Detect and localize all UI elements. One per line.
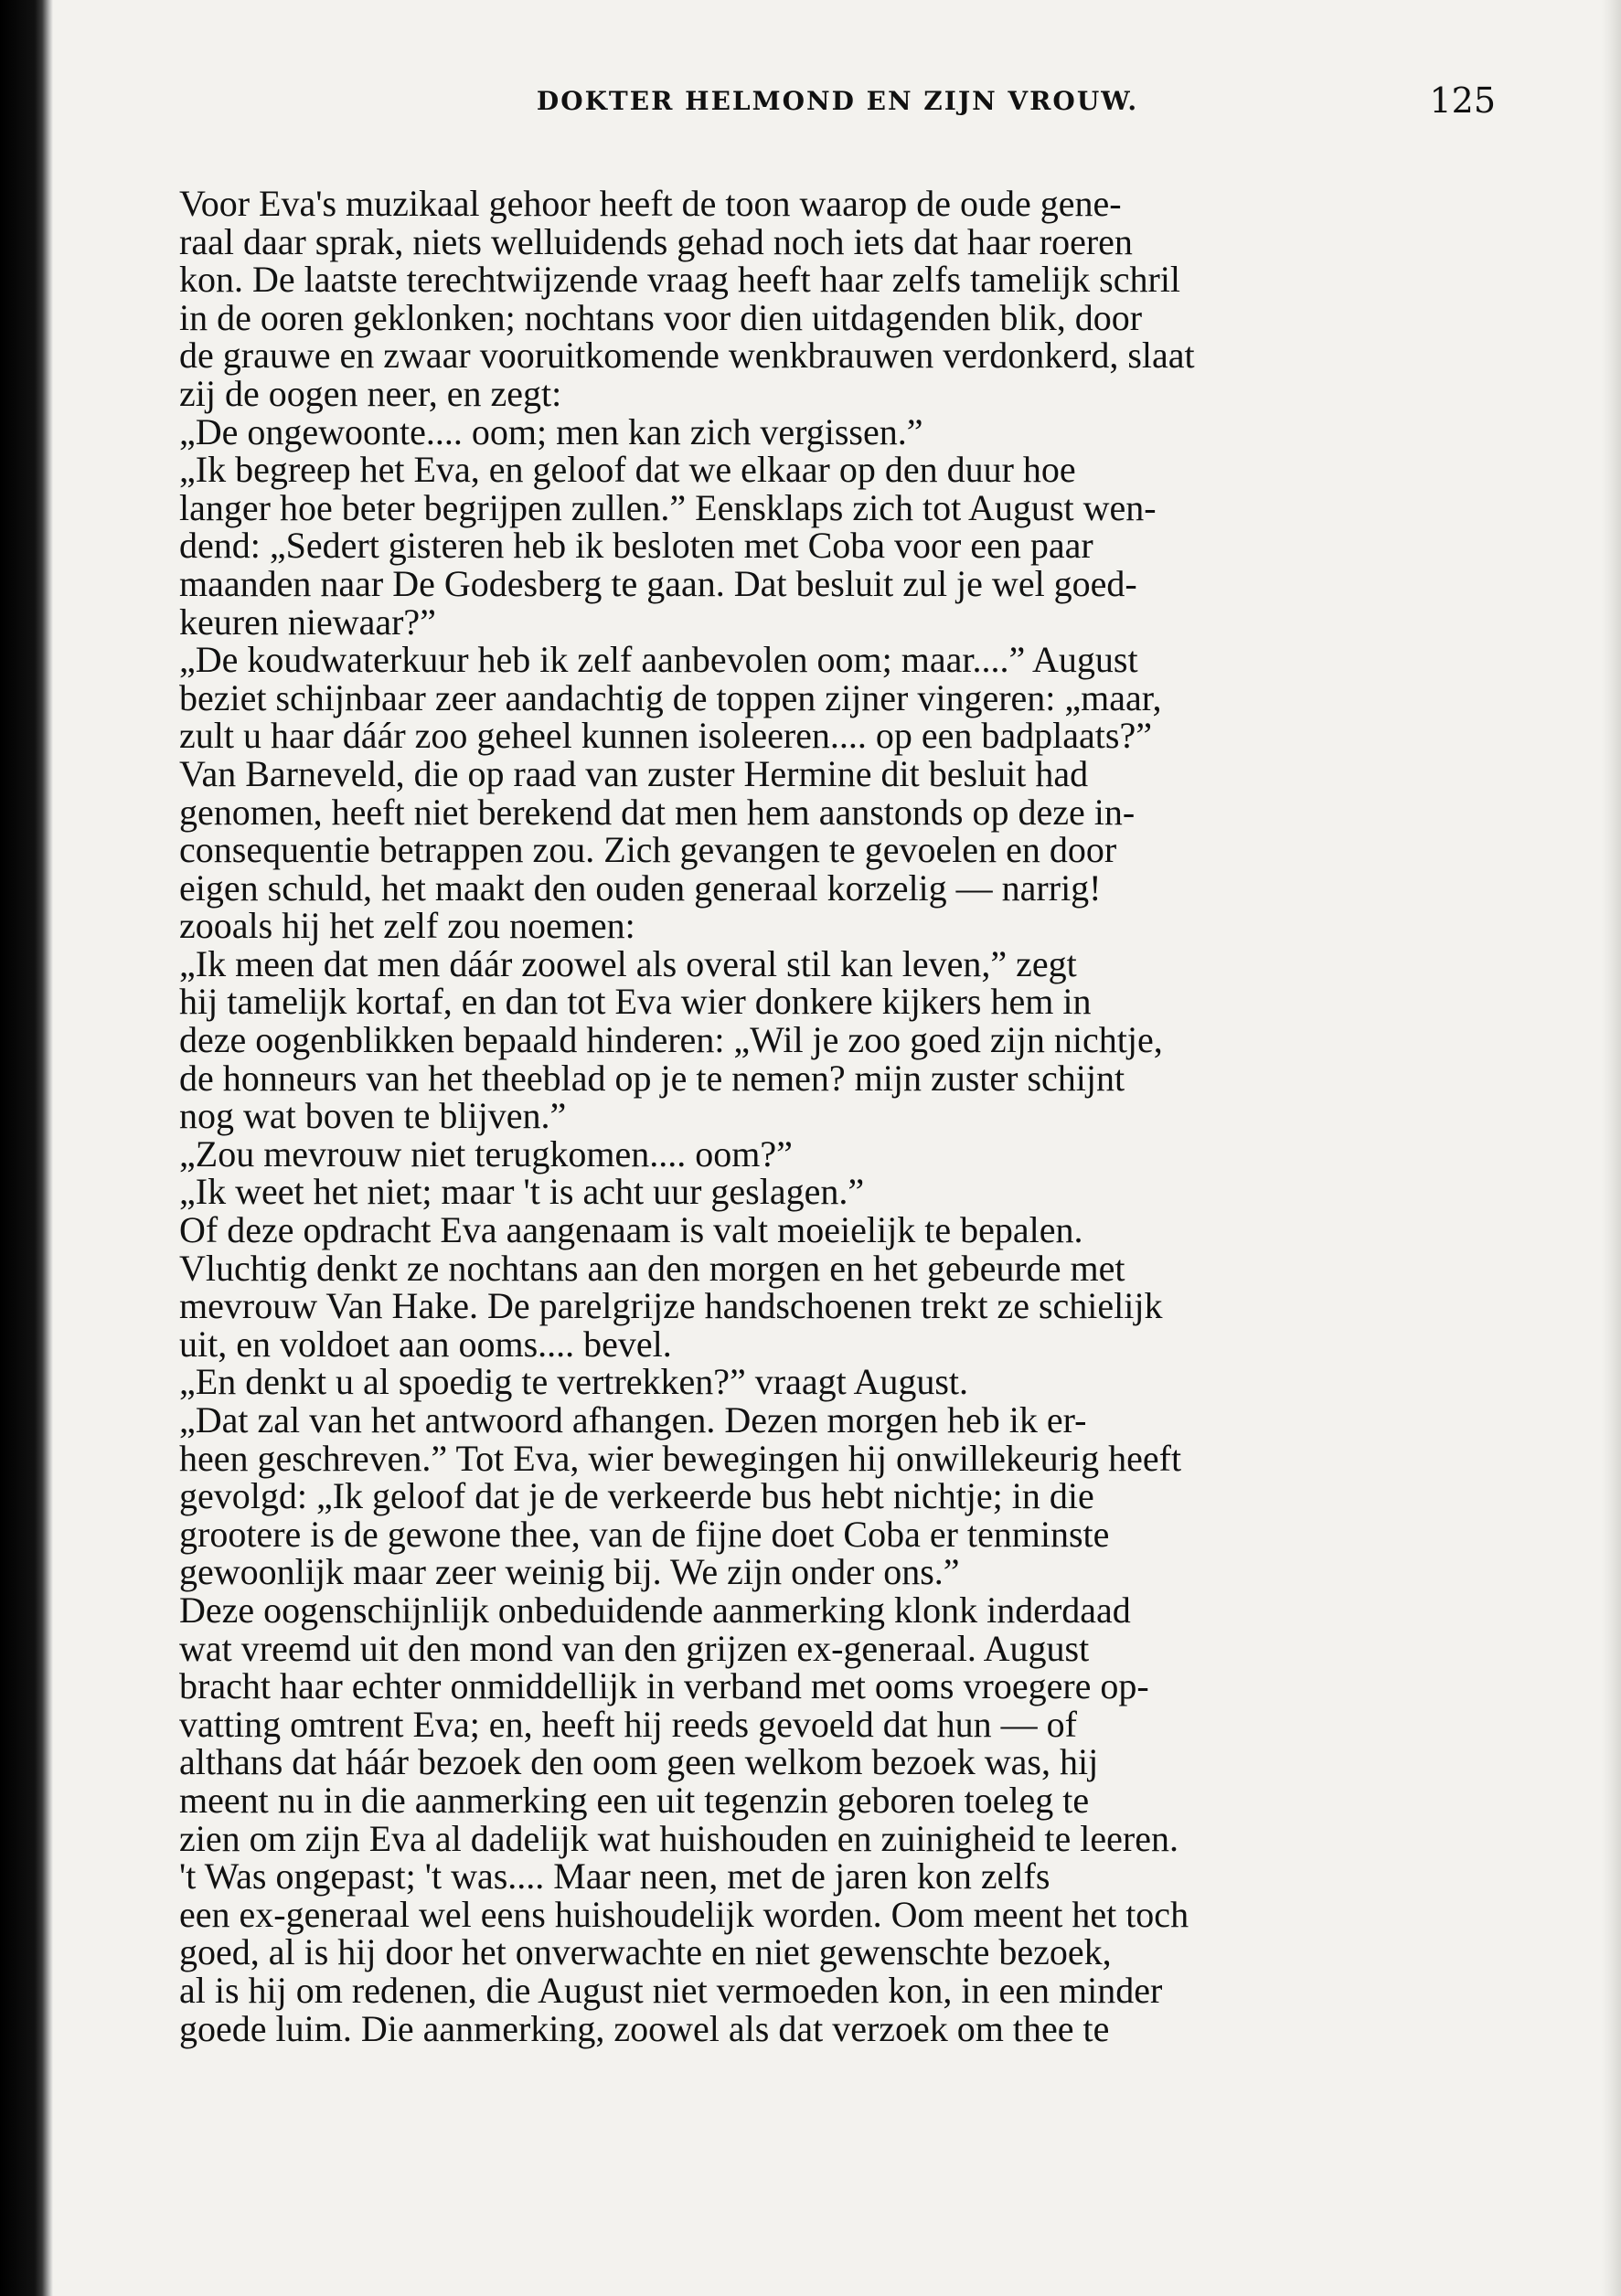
text-line: „Ik begreep het Eva, en geloof dat we elkaar op den duur hoe [179, 449, 1076, 491]
text-line: „Ik meen dat men dáár zoowel als overal stil kan leven,” zegt [179, 942, 1077, 984]
text-line: heen geschreven.” Tot Eva, wier bewegingen hij onwillekeurig heeft [179, 1437, 1182, 1479]
text-line: eigen schuld, het maakt den ouden generaal korzelig — narrig! [179, 866, 1102, 909]
book-page [179, 80, 1496, 2047]
text-line: beziet schijnbaar zeer aandachtig de toppen zijner vingeren: „maar, [179, 676, 1162, 718]
text-line: Vluchtig denkt ze nochtans aan den morgen en het gebeurde met [179, 1247, 1125, 1289]
text-line: uit, en voldoet aan ooms.... bevel. [179, 1323, 672, 1365]
text-line: kon. De laatste terechtwijzende vraag heeft haar zelfs tamelijk schril [179, 259, 1181, 301]
text-line: „De ongewoonte.... oom; men kan zich vergissen.” [179, 410, 923, 452]
text-line: langer hoe beter begrijpen zullen.” Eensklaps zich tot August wen- [179, 486, 1157, 528]
text-line: al is hij om redenen, die August niet vermoeden kon, in een minder [179, 1969, 1163, 2011]
text-line: Deze oogenschijnlijk onbeduidende aanmerking klonk inderdaad [179, 1589, 1131, 1631]
text-line: „En denkt u al spoedig te vertrekken?” vraagt August. [179, 1361, 969, 1403]
text-line: keuren niewaar?” [179, 601, 436, 643]
page-edge-shadow [1601, 0, 1621, 2296]
text-line: deze oogenblikken bepaald hinderen: „Wil je zoo goed zijn nichtje, [179, 1019, 1163, 1061]
text-line: „Zou mevrouw niet terugkomen.... oom?” [179, 1132, 793, 1175]
text-line: bracht haar echter onmiddellijk in verband met ooms vroegere op- [179, 1665, 1149, 1707]
text-line: dend: „Sedert gisteren heb ik besloten met Coba voor een paar [179, 525, 1093, 567]
text-line: meent nu in die aanmerking een uit tegenzin geboren toeleg te [179, 1779, 1090, 1821]
text-line: Of deze opdracht Eva aangenaam is valt moeielijk te bepalen. [179, 1209, 1083, 1251]
text-line: „Ik weet het niet; maar 't is acht uur geslagen.” [179, 1171, 865, 1213]
text-line: grootere is de gewone thee, van de fijne doet Coba er tenminste [179, 1513, 1110, 1555]
text-line: zult u haar dáár zoo geheel kunnen isoleeren.... op een badplaats?” [179, 715, 1152, 757]
text-line: gewoonlijk maar zeer weinig bij. We zijn onder ons.” [179, 1551, 960, 1593]
text-line: zooals hij het zelf zou noemen: [179, 905, 635, 947]
text-line: zij de oogen neer, en zegt: [179, 372, 562, 414]
text-line: goede luim. Die aanmerking, zoowel als dat verzoek om thee te [179, 2007, 1110, 2049]
text-line: consequentie betrappen zou. Zich gevangen te gevoelen en door [179, 829, 1117, 871]
text-line: nog wat boven te blijven.” [179, 1095, 567, 1137]
body-text [179, 185, 1496, 2047]
text-line: wat vreemd uit den mond van den grijzen ex-generaal. August [179, 1627, 1090, 1669]
book-spine-shadow [0, 0, 53, 2296]
text-line: genomen, heeft niet berekend dat men hem aanstonds op deze in- [179, 791, 1136, 833]
text-line: Voor Eva's muzikaal gehoor heeft de toon waarop de oude gene- [179, 183, 1122, 224]
text-line: maanden naar De Godesberg te gaan. Dat besluit zul je wel goed- [179, 562, 1137, 604]
text-line: vatting omtrent Eva; en, heeft hij reeds gevoeld dat hun — of [179, 1703, 1077, 1745]
text-line: een ex-generaal wel eens huishoudelijk worden. Oom meent het toch [179, 1893, 1189, 1935]
text-line: althans dat háár bezoek den oom geen welkom bezoek was, hij [179, 1741, 1099, 1783]
text-line: goed, al is hij door het onverwachte en niet gewenschte bezoek, [179, 1931, 1112, 1973]
text-line: mevrouw Van Hake. De parelgrijze handschoenen trekt ze schielijk [179, 1285, 1163, 1327]
text-line: in de ooren geklonken; nochtans voor dien uitdagenden blik, door [179, 296, 1143, 338]
page-header [179, 80, 1496, 128]
text-line: raal daar sprak, niets welluidends gehad noch iets dat haar roeren [179, 220, 1133, 262]
text-line: de grauwe en zwaar vooruitkomende wenkbrauwen verdonkerd, slaat [179, 335, 1195, 377]
text-line: „De koudwaterkuur heb ik zelf aanbevolen oom; maar....” August [179, 639, 1138, 681]
running-title: DOKTER HELMOND EN ZIJN VROUW. [536, 86, 1139, 116]
text-line: de honneurs van het theeblad op je te nemen? mijn zuster schijnt [179, 1057, 1125, 1099]
text-line: gevolgd: „Ik geloof dat je de verkeerde bus hebt nichtje; in die [179, 1475, 1094, 1517]
text-line: 't Was ongepast; 't was.... Maar neen, met de jaren kon zelfs [179, 1855, 1050, 1897]
text-line: Van Barneveld, die op raad van zuster Hermine dit besluit had [179, 752, 1089, 794]
page-number: 125 [1429, 80, 1496, 121]
text-line: zien om zijn Eva al dadelijk wat huishouden en zuinigheid te leeren. [179, 1817, 1178, 1859]
text-line: „Dat zal van het antwoord afhangen. Dezen morgen heb ik er- [179, 1399, 1087, 1440]
text-line: hij tamelijk kortaf, en dan tot Eva wier donkere kijkers hem in [179, 981, 1092, 1023]
